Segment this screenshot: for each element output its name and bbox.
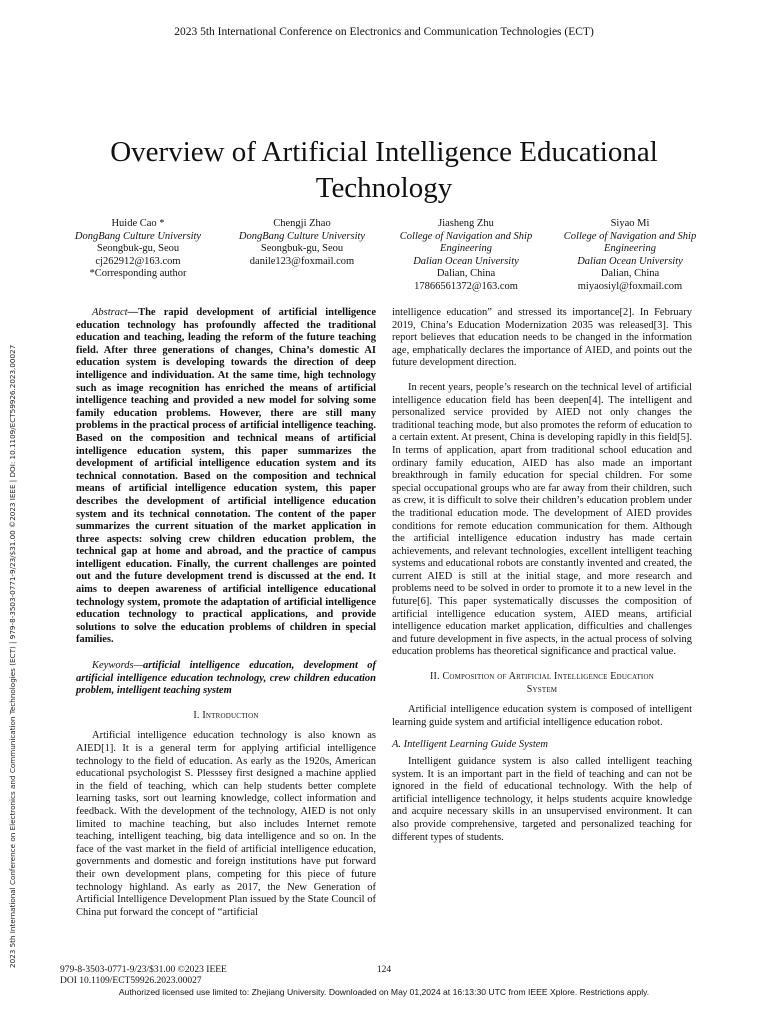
author-block xyxy=(58,218,710,294)
subsection-heading-a: A. Intelligent Learning Guide System xyxy=(392,739,549,751)
section-heading-composition xyxy=(392,671,692,696)
section-heading-line-1: II. Composition of Artificial Intelligence Education xyxy=(430,671,654,683)
corresponding-note: *Corresponding author xyxy=(89,268,187,280)
abstract-text: —The rapid development of artificial intelligence education technology has profoundly affected the traditional education and teaching, leading the reform of the future teaching field. After three generations of changes, China’s domestic AI education system is developing towards the direction of deep intelligence and individuation. At the same time, high technology such as image recognition has enriched the means of artificial intelligence teaching and provided a new model for solving some family education problems. However, there are still many problems in the practical process of artificial intelligence teaching. Based on the composition and technical means of artificial intelligence education system, this paper summarizes the development of artificial intelligence education system and its technical connotation. Based on the composition and technical means of artificial intelligence education system, this paper describes the development of artificial intelligence education system and its technical connotation. The content of the paper summarizes the current situation of the market application in three aspects: solving crew children education problem, the technical gap at home and abroad, and the practice of campus intelligent education. Finally, the current challenges are pointed out and the future development trend is discussed at the end. It aims to deepen awareness of artificial intelligence educational technology system, promote the adaptation of artificial intelligence education technology to practical applications, and provide solutions to solve the education problems of children in special families. xyxy=(76,307,376,646)
side-strip-citation: 2023 5th International Conference on Electronics and Communication Technologies (ECT) | 979-8-3503-0771-9/23/$31.00 ©2023 IEEE | DOI: 10.1109/ECT59926.2023.00027 xyxy=(8,344,17,968)
author-affiliation-cont: Engineering xyxy=(604,243,656,255)
author-address: Seongbuk-gu, Seou xyxy=(96,243,180,255)
keywords-text: artificial intelligence education, development of artificial intelligence education technology, crew children education problem, intelligent teaching system xyxy=(76,660,376,697)
title-line-2: Technology xyxy=(315,172,453,204)
author-email: 17866561372@163.com xyxy=(414,280,518,292)
author-name: Jiasheng Zhu xyxy=(438,218,494,229)
author-affiliation-cont: Engineering xyxy=(440,243,492,255)
abstract xyxy=(76,307,376,647)
title-line-1: Overview of Artificial Intelligence Educational xyxy=(110,136,658,168)
author-address: Dalian, China xyxy=(436,268,496,280)
author-address: Seongbuk-gu, Seou xyxy=(260,243,344,255)
paper-title xyxy=(60,134,708,206)
left-column xyxy=(76,307,376,919)
author-4 xyxy=(550,218,710,294)
author-1 xyxy=(58,218,218,294)
keywords-label: Keywords— xyxy=(92,660,143,672)
author-email: miyaosiyl@foxmail.com xyxy=(577,280,683,292)
author-affiliation: College of Navigation and Ship xyxy=(563,230,697,242)
footer-isbn: 979-8-3503-0771-9/23/$31.00 ©2023 IEEE xyxy=(60,965,227,975)
keywords xyxy=(76,660,376,698)
composition-paragraph: Artificial intelligence education system is composed of intelligent learning guide system and artificial intelligence education robot. xyxy=(392,704,692,728)
author-university: Dalian Ocean University xyxy=(413,255,519,267)
introduction-paragraph: Artificial intelligence education technology is also known as AIED[1]. It is a general term for applying artificial intelligence technology to the field of education. As early as the 1920s, American educational psychologist S. Plesssey first designed a machine applied in the field of teaching, which can help students better complete learning tasks, sort out learning knowledge, collect information and feedback. With the development of the technology, AIED is not only limited to machine teaching, but also includes Internet remote teaching, intelligent teaching, big data intelligence and so on. In the face of the vast market in the field of artificial intelligence education, governments and domestic and foreign institutions have put forward their own development plans, competing for this piece of future technology highland. As early as 2017, the New Generation of Artificial Intelligence Development Plan issued by the State Council of China put forward the concept of “artificial xyxy=(76,730,376,918)
author-address: Dalian, China xyxy=(600,268,660,280)
author-university: Dalian Ocean University xyxy=(577,255,683,267)
license-notice: Authorized licensed use limited to: Zhejiang University. Downloaded on May 01,2024 at 16:13:30 UTC from IEEE Xplore. Restrictions apply. xyxy=(118,987,650,997)
conference-header: 2023 5th International Conference on Electronics and Communication Technologies (ECT) xyxy=(174,26,594,38)
section-heading-line-2: System xyxy=(526,683,558,695)
intro-paragraph-2: In recent years, people’s research on the technical level of artificial intelligence education field has been deepen[4]. The intelligent and personalized service provided by AIED not only changes the traditional teaching mode, but also promotes the reform of education to a certain extent. At present, China is developing rapidly in this field[5]. In terms of application, apart from traditional school education and ordinary family education, AIED has also made an important breakthrough in family education for special children. For some special occupational groups who are far away from their children, such as crew, it is difficult to solve their children’s education problem under the traditional education mode. The development of AIED provides conditions for remote education communication for them. Although the artificial intelligence education industry has made certain achievements, and relevant technologies, excellent intelligent teaching systems and educational robots are constantly invented and created, the current AIED is still at the initial stage, and more research and problems need to be solved in order to promote it to a new level in the future[6]. This paper systematically discusses the composition of artificial intelligence education system, AIED means, artificial intelligence education market application, difficulties and challenges and future development in five aspects, in the actual process of solving education problems has theoretical significance and practical value. xyxy=(392,381,692,658)
author-name: Huide Cao * xyxy=(111,218,165,229)
section-heading-introduction: I. Introduction xyxy=(193,709,259,721)
subsection-a-paragraph: Intelligent guidance system is also called intelligent teaching system. It is an important part in the field of teaching and can not be ignored in the field of educational technology. With the help of artificial intelligence technology, it helps students acquire knowledge and acquire necessary skills in an unsupervised environment. It can also provide comprehensive, targeted and personalized teaching for different types of students. xyxy=(392,756,692,843)
author-affiliation: College of Navigation and Ship xyxy=(399,230,533,242)
author-name: Siyao Mi xyxy=(610,218,650,229)
author-email: cj262912@163.com xyxy=(95,255,181,267)
author-email: danile123@foxmail.com xyxy=(249,255,355,267)
footer-doi: DOI 10.1109/ECT59926.2023.00027 xyxy=(60,976,202,986)
right-column xyxy=(392,307,692,844)
author-2 xyxy=(222,218,382,294)
intro-continuation-paragraph: intelligence education” and stressed its importance[2]. In February 2019, China’s Education Modernization 2035 was released[3]. This report believes that education needs to be changed in the information age, emphatically declares the importance of AIED, and points out the future development direction. xyxy=(392,307,692,369)
author-affiliation: DongBang Culture University xyxy=(238,230,366,242)
author-affiliation: DongBang Culture University xyxy=(74,230,202,242)
page-number: 124 xyxy=(376,965,392,975)
author-name: Chengji Zhao xyxy=(273,218,331,229)
author-3 xyxy=(386,218,546,294)
abstract-label: Abstract xyxy=(92,307,128,318)
